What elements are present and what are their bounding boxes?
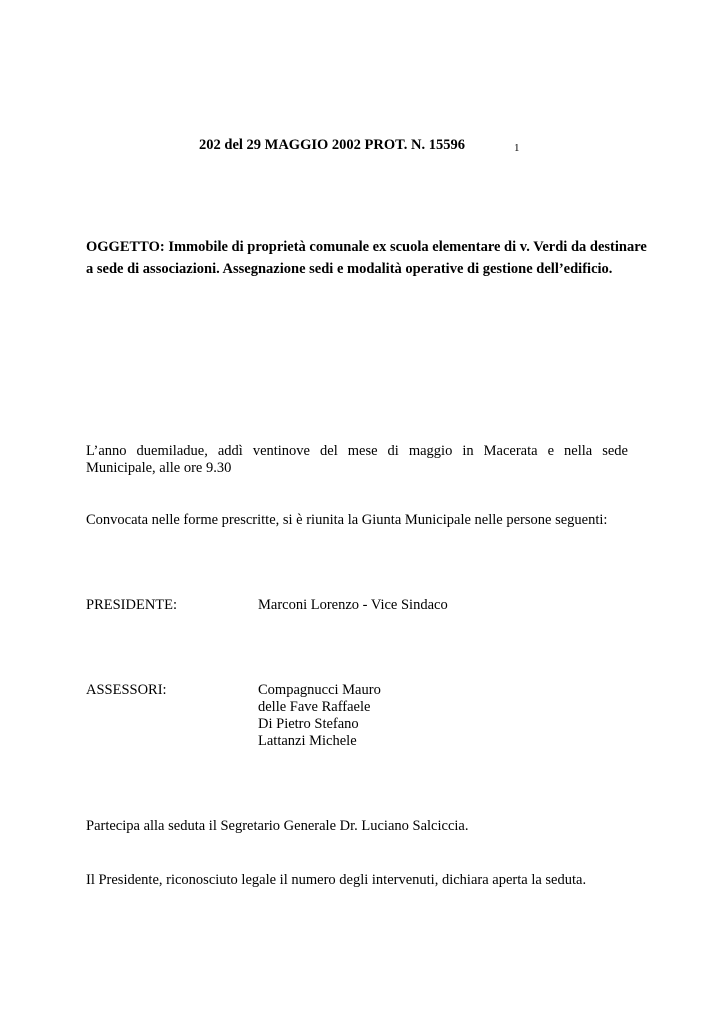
page-number: 1	[514, 142, 520, 154]
assessors-list	[258, 682, 381, 750]
convened-paragraph: Convocata nelle forme prescritte, si è riunita la Giunta Municipale nelle persone seguenti:	[86, 512, 608, 528]
assessor-name: Lattanzi Michele	[258, 733, 357, 749]
president-name: Marconi Lorenzo - Vice Sindaco	[258, 597, 448, 613]
secretary-paragraph: Partecipa alla seduta il Segretario Generale Dr. Luciano Salciccia.	[86, 818, 469, 834]
assessor-name: Di Pietro Stefano	[258, 716, 359, 732]
intro-paragraph-line-1: L’anno duemiladue, addì ventinove del mese di maggio in Macerata e nella sede	[86, 443, 628, 459]
intro-paragraph-line-2: Municipale, alle ore 9.30	[86, 460, 232, 476]
subject-line-2: a sede di associazioni. Assegnazione sedi e modalità operative di gestione dell’edificio.	[86, 261, 613, 277]
opening-paragraph: Il Presidente, riconosciuto legale il numero degli intervenuti, dichiara aperta la seduta.	[86, 872, 587, 888]
assessor-name: delle Fave Raffaele	[258, 699, 371, 715]
assessor-name: Compagnucci Mauro	[258, 682, 381, 698]
assessors-label: ASSESSORI:	[86, 682, 167, 698]
president-label: PRESIDENTE:	[86, 597, 178, 613]
document-header-title: 202 del 29 MAGGIO 2002 PROT. N. 15596	[199, 137, 465, 153]
subject-line-1: OGGETTO: Immobile di proprietà comunale ex scuola elementare di v. Verdi da destinare	[86, 239, 647, 255]
